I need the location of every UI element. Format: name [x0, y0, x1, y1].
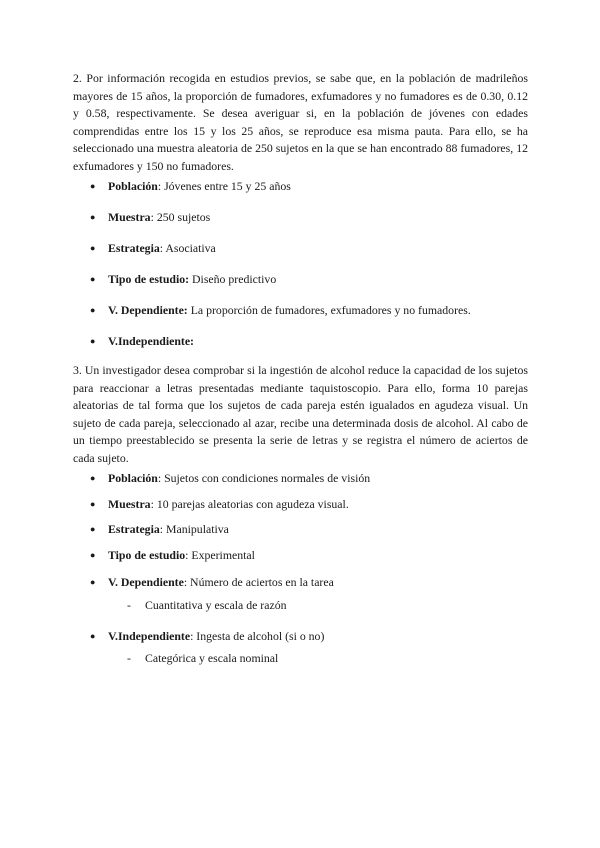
question-2-statement: 2. Por información recogida en estudios previos, se sabe que, en la población de madrileños mayores de 15 años, la proporción de fumadores, exfumadores y no fumadores es de 0.30, 0.12 y 0.58, respectivamente. Se desea averiguar si, en la población de jóvenes con edades comprendidas entre los 15 y los 25 años, se reproduce esa misma pauta. Para ello, se ha seleccionado una muestra aleatoria de 250 sujetos en la que se han encontrado 88 fumadores, 12 exfumadores y 150 no fumadores.: [73, 71, 528, 173]
q2-item-estrategia: ● Estrategia: Asociativa: [90, 241, 216, 255]
bullet-icon: ●: [90, 305, 96, 315]
q3-item-poblacion: ● Población: Sujetos con condiciones normales de visión: [90, 471, 371, 485]
item-label: Tipo de estudio: [108, 548, 186, 562]
item-label: V.Independiente: [108, 629, 191, 643]
item-value: Asociativa: [165, 241, 216, 255]
bullet-icon: ●: [90, 274, 96, 284]
item-label: Población: [108, 179, 158, 193]
item-value: Experimental: [191, 548, 255, 562]
item-value: Ingesta de alcohol (si o no): [196, 629, 325, 643]
item-value: 10 parejas aleatorias con agudeza visual.: [156, 497, 349, 511]
item-label: V. Dependiente:: [108, 303, 188, 317]
bullet-icon: ●: [90, 243, 96, 253]
item-value: 250 sujetos: [156, 210, 211, 224]
q3-item-estrategia: ● Estrategia: Manipulativa: [90, 522, 229, 536]
bullet-icon: ●: [90, 577, 96, 587]
bullet-icon: ●: [90, 550, 96, 560]
dash-icon: -: [127, 651, 131, 665]
item-value: Manipulativa: [166, 522, 229, 536]
bullet-icon: ●: [90, 631, 96, 641]
item-label: Tipo de estudio:: [108, 272, 190, 286]
bullet-icon: ●: [90, 181, 96, 191]
q3-item-tipo-estudio: ● Tipo de estudio: Experimental: [90, 548, 255, 562]
q3-item-muestra: ● Muestra: 10 parejas aleatorias con agudeza visual.: [90, 497, 349, 511]
item-label: Muestra: [108, 210, 151, 224]
bullet-icon: ●: [90, 524, 96, 534]
bullet-icon: ●: [90, 473, 96, 483]
item-label: Estrategia: [108, 522, 160, 536]
item-value: Sujetos con condiciones normales de visión: [164, 471, 371, 485]
detail-text: Cuantitativa y escala de razón: [145, 598, 287, 612]
item-label: V. Dependiente: [108, 575, 184, 589]
item-value: Jóvenes entre 15 y 25 años: [164, 179, 291, 193]
q3-v-dependiente-detail: [127, 597, 287, 613]
item-value: La proporción de fumadores, exfumadores y no fumadores.: [190, 303, 471, 317]
item-label: Población: [108, 471, 158, 485]
q3-item-v-independiente: ● V.Independiente: Ingesta de alcohol (si o no): [90, 629, 325, 643]
q2-item-v-independiente: [90, 333, 194, 349]
bullet-icon: ●: [90, 499, 96, 509]
item-label: Estrategia: [108, 241, 160, 255]
dash-icon: -: [127, 598, 131, 612]
item-value: Diseño predictivo: [192, 272, 277, 286]
question-3-statement: 3. Un investigador desea comprobar si la ingestión de alcohol reduce la capacidad de los sujetos para reaccionar a letras presentadas mediante taquistoscopio. Para ello, forma 10 parejas aleatorias de tal forma que los sujetos de cada pareja estén igualados en agudeza visual. Un sujeto de cada pareja, seleccionado al azar, recibe una determinada dosis de alcohol. Al cabo de un tiempo preestablecido se presenta la serie de letras y se registra el número de aciertos de cada sujeto.: [73, 363, 528, 465]
q2-item-v-dependiente: [90, 302, 471, 318]
q3-v-independiente-detail: [127, 650, 278, 666]
q2-item-tipo-estudio: [90, 271, 276, 287]
item-label: V.Independiente:: [108, 334, 194, 348]
detail-text: Categórica y escala nominal: [145, 651, 279, 665]
item-label: Muestra: [108, 497, 151, 511]
bullet-icon: ●: [90, 336, 96, 346]
bullet-icon: ●: [90, 212, 96, 222]
q2-item-poblacion: ● Población: Jóvenes entre 15 y 25 años: [90, 179, 291, 193]
q3-item-v-dependiente: ● V. Dependiente: Número de aciertos en la tarea: [90, 575, 334, 589]
item-value: Número de aciertos en la tarea: [190, 575, 334, 589]
q2-item-muestra: ● Muestra: 250 sujetos: [90, 210, 211, 224]
